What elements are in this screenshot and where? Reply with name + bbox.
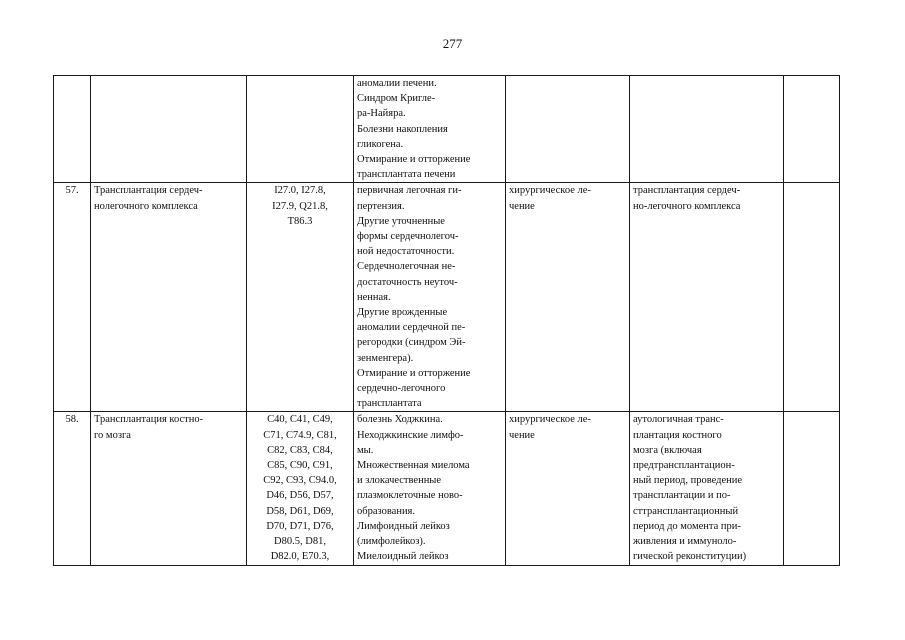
- cell-text-line: I27.0, I27.8,: [274, 185, 326, 197]
- cell-text-line: чение: [509, 200, 535, 212]
- cell-text-line: D46, D56, D57,: [266, 490, 334, 502]
- procedure-name-cell: [91, 76, 247, 183]
- cell-text-line: чение: [509, 429, 535, 441]
- cell-text-line: гической реконституции): [633, 551, 747, 563]
- cell-text-line: Неходжкинские лимфо-: [357, 429, 464, 441]
- cell-text-line: формы сердечнолегоч-: [357, 231, 459, 243]
- cell-text-line: I27.9, Q21.8,: [272, 200, 328, 212]
- cell-text-line: T86.3: [287, 215, 313, 227]
- treatment-type-cell: [506, 412, 630, 565]
- cell-text-line: D80.5, D81,: [274, 536, 326, 548]
- cell-text-line: живления и иммуноло-: [633, 536, 737, 548]
- cell-text-line: D58, D61, D69,: [266, 505, 334, 517]
- empty-cell: [784, 412, 840, 565]
- empty-cell: [784, 76, 840, 183]
- cell-text-line: C82, C83, C84,: [267, 444, 333, 456]
- cell-text-line: го мозга: [94, 429, 131, 441]
- treatment-method-cell: [630, 76, 784, 183]
- cell-text-line: регородки (синдром Эй-: [357, 337, 466, 349]
- table-row: [54, 76, 840, 183]
- cell-text-line: ной недостаточности.: [357, 246, 455, 258]
- table-row: [54, 183, 840, 412]
- cell-text-line: ра-Найяра.: [357, 108, 406, 120]
- cell-text-line: D82.0, E70.3,: [270, 551, 330, 563]
- cell-text-line: зенменгера).: [357, 352, 414, 364]
- cell-text-line: предтрансплантацион-: [633, 460, 735, 472]
- treatment-method-cell: [630, 183, 784, 412]
- row-number-cell: [54, 76, 91, 183]
- cell-text-line: Лимфоидный лейкоз: [357, 520, 450, 532]
- cell-text-line: Множественная миелома: [357, 460, 470, 472]
- cell-text-line: (лимфолейкоз).: [357, 536, 426, 548]
- cell-text-line: Трансплантация сердеч-: [94, 185, 203, 197]
- cell-text-line: C85, C90, C91,: [267, 460, 333, 472]
- icd-codes-cell: [247, 76, 354, 183]
- cell-text-line: образования.: [357, 505, 416, 517]
- icd-codes-cell: [247, 183, 354, 412]
- cell-text-line: достаточность неуточ-: [357, 276, 458, 288]
- table-row: [54, 412, 840, 565]
- procedure-name-cell: [91, 412, 247, 565]
- cell-text-line: мозга (включая: [633, 444, 702, 456]
- cell-text-line: Миелоидный лейкоз: [357, 551, 449, 563]
- cell-text-line: трансплантации и по-: [633, 490, 731, 502]
- cell-text-line: но-легочного комплекса: [633, 200, 741, 212]
- cell-text-line: Другие уточненные: [357, 215, 445, 227]
- page-number: 277: [442, 36, 463, 51]
- diagnosis-cell: [354, 412, 506, 565]
- cell-text-line: пертензия.: [357, 200, 405, 212]
- cell-text-line: Трансплантация костно-: [94, 414, 204, 426]
- cell-text-line: и злокачественные: [357, 475, 442, 487]
- cell-text-line: болезнь Ходжкина.: [357, 414, 443, 426]
- cell-text-line: Отмирание и отторжение: [357, 367, 471, 379]
- row-number-cell: 58.: [54, 412, 91, 565]
- procedures-table: [53, 75, 840, 566]
- row-number-cell: 57.: [54, 183, 91, 412]
- cell-text-line: Сердечнолегочная не-: [357, 261, 456, 273]
- cell-text-line: ный период, проведение: [633, 475, 743, 487]
- cell-text-line: хирургическое ле-: [509, 185, 591, 197]
- treatment-method-cell: [630, 412, 784, 565]
- treatment-type-cell: [506, 183, 630, 412]
- cell-text-line: Отмирание и отторжение: [357, 154, 471, 166]
- cell-text-line: C92, C93, C94.0,: [263, 475, 337, 487]
- cell-text-line: Синдром Кригле-: [357, 93, 436, 105]
- procedure-name-cell: [91, 183, 247, 412]
- cell-text-line: плантация костного: [633, 429, 722, 441]
- cell-text-line: мы.: [357, 444, 374, 456]
- cell-text-line: C40, C41, C49,: [267, 414, 333, 426]
- empty-cell: [784, 183, 840, 412]
- cell-text-line: сттрансплантационный: [633, 505, 739, 517]
- cell-text-line: период до момента при-: [633, 520, 741, 532]
- cell-text-line: аномалии сердечной пе-: [357, 322, 466, 334]
- cell-text-line: первичная легочная ги-: [357, 185, 462, 197]
- cell-text-line: сердечно-легочного: [357, 383, 446, 395]
- cell-text-line: плазмоклеточные ново-: [357, 490, 463, 502]
- treatment-type-cell: [506, 76, 630, 183]
- cell-text-line: аномалии печени.: [357, 78, 437, 89]
- cell-text-line: Болезни накопления: [357, 123, 448, 135]
- cell-text-line: аутологичная транс-: [633, 414, 724, 426]
- cell-text-line: D70, D71, D76,: [266, 520, 334, 532]
- cell-text-line: Другие врожденные: [357, 307, 448, 319]
- cell-text-line: трансплантата печени: [357, 169, 456, 181]
- cell-text-line: трансплантация сердеч-: [633, 185, 741, 197]
- cell-text-line: нолегочного комплекса: [94, 200, 198, 212]
- cell-text-line: гликогена.: [357, 138, 404, 150]
- cell-text-line: ненная.: [357, 291, 391, 303]
- diagnosis-cell: [354, 183, 506, 412]
- cell-text-line: хирургическое ле-: [509, 414, 591, 426]
- diagnosis-cell: [354, 76, 506, 183]
- icd-codes-cell: [247, 412, 354, 565]
- cell-text-line: трансплантата: [357, 398, 422, 410]
- cell-text-line: C71, C74.9, C81,: [263, 429, 337, 441]
